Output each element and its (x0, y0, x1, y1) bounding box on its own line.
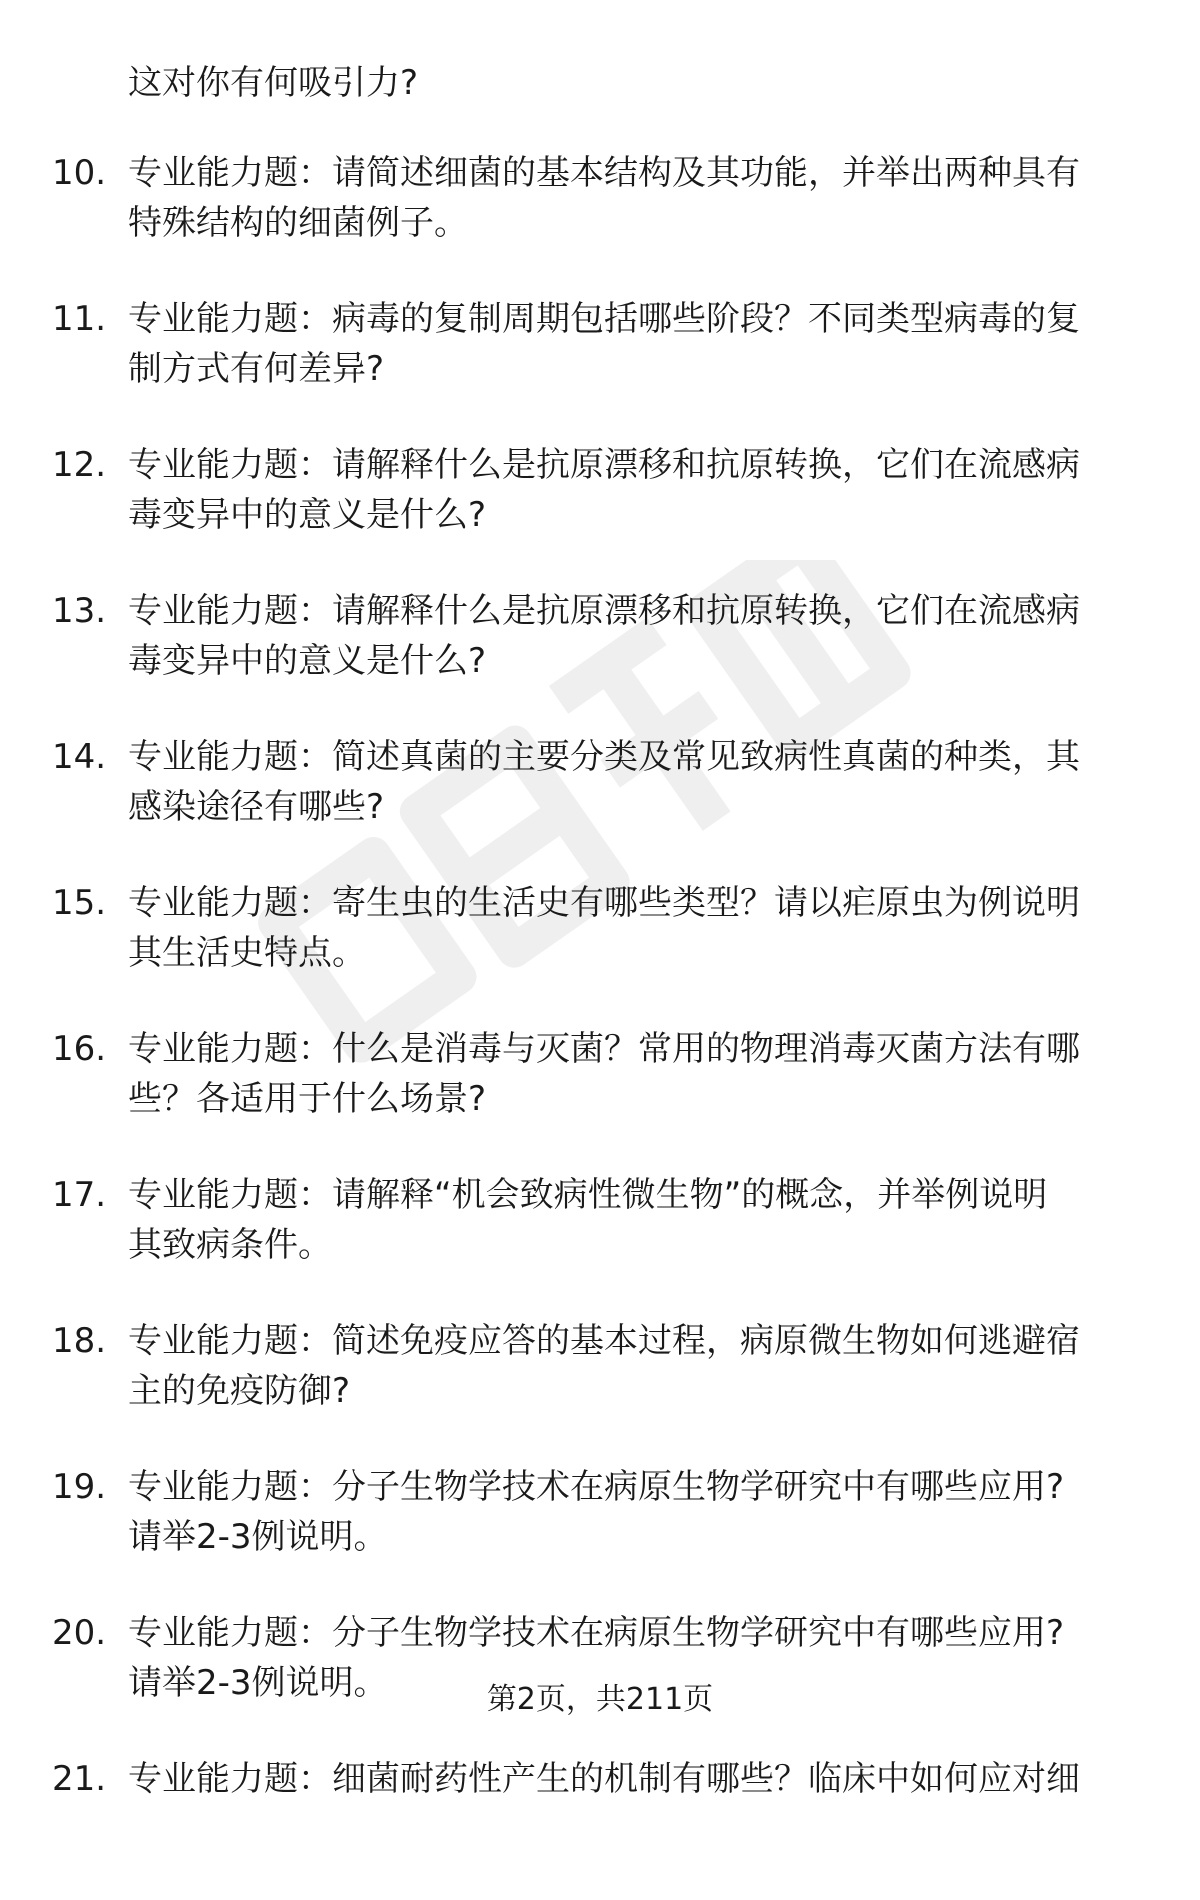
item-text (128, 878, 1148, 978)
item-text (128, 440, 1148, 540)
item-text (128, 732, 1148, 832)
item-line: 专业能力题：请简述细菌的基本结构及其功能，并举出两种具有 (128, 153, 1080, 193)
continuation-text: 这对你有何吸引力? (128, 63, 419, 103)
item-line: 专业能力题：请解释什么是抗原漂移和抗原转换，它们在流感病 (128, 591, 1080, 631)
item-line: 请举2-3例说明。 (128, 1663, 388, 1703)
item-line: 其致病条件。 (128, 1225, 332, 1265)
list-item (0, 294, 1200, 440)
item-text (128, 1754, 1148, 1804)
item-text (128, 148, 1148, 248)
item-number: 16. (52, 1029, 107, 1069)
item-text (128, 586, 1148, 686)
item-line: 特殊结构的细菌例子。 (128, 203, 468, 243)
item-line: 专业能力题：请解释什么是抗原漂移和抗原转换，它们在流感病 (128, 445, 1080, 485)
item-text (128, 1462, 1148, 1562)
item-line: 专业能力题：请解释“机会致病性微生物”的概念，并举例说明 (128, 1175, 1048, 1215)
item-number: 18. (52, 1321, 107, 1361)
item-number: 14. (52, 737, 107, 777)
item-line: 感染途径有哪些? (128, 787, 385, 827)
item-line: 专业能力题：细菌耐药性产生的机制有哪些？临床中如何应对细 (128, 1759, 1080, 1799)
item-line: 专业能力题：病毒的复制周期包括哪些阶段？不同类型病毒的复 (128, 299, 1080, 339)
item-text (128, 1316, 1148, 1416)
item-number: 13. (52, 591, 107, 631)
item-line: 专业能力题：分子生物学技术在病原生物学研究中有哪些应用? (128, 1467, 1065, 1507)
item-line: 其生活史特点。 (128, 933, 366, 973)
item-number: 17. (52, 1175, 107, 1215)
item-line: 专业能力题：寄生虫的生活史有哪些类型？请以疟原虫为例说明 (128, 883, 1080, 923)
item-line: 专业能力题：什么是消毒与灭菌？常用的物理消毒灭菌方法有哪 (128, 1029, 1080, 1069)
list-item (0, 1316, 1200, 1462)
item-number: 11. (52, 299, 107, 339)
item-number: 19. (52, 1467, 107, 1507)
item-line: 毒变异中的意义是什么? (128, 641, 487, 681)
item-number: 10. (52, 153, 107, 193)
item-line: 主的免疫防御? (128, 1371, 351, 1411)
item-line: 些？各适用于什么场景? (128, 1079, 487, 1119)
item-line: 制方式有何差异? (128, 349, 385, 389)
list-item (0, 1024, 1200, 1170)
item-number: 12. (52, 445, 107, 485)
page-footer: 第2页，共211页 (486, 1682, 714, 1717)
item-text (128, 1170, 1148, 1270)
list-item (0, 586, 1200, 732)
list-item (0, 878, 1200, 1024)
list-item (0, 732, 1200, 878)
item-line: 专业能力题：简述真菌的主要分类及常见致病性真菌的种类，其 (128, 737, 1080, 777)
item-number: 15. (52, 883, 107, 923)
item-line: 请举2-3例说明。 (128, 1517, 388, 1557)
item-line: 专业能力题：分子生物学技术在病原生物学研究中有哪些应用? (128, 1613, 1065, 1653)
list-item (0, 1754, 1200, 1900)
item-line: 毒变异中的意义是什么? (128, 495, 487, 535)
list-item (0, 1170, 1200, 1316)
question-list (0, 148, 1200, 1900)
list-item (0, 1462, 1200, 1608)
list-item (0, 440, 1200, 586)
item-text (128, 1024, 1148, 1124)
item-line: 专业能力题：简述免疫应答的基本过程，病原微生物如何逃避宿 (128, 1321, 1080, 1361)
item-number: 20. (52, 1613, 107, 1653)
item-text (128, 294, 1148, 394)
item-number: 21. (52, 1759, 107, 1799)
list-item (0, 148, 1200, 294)
